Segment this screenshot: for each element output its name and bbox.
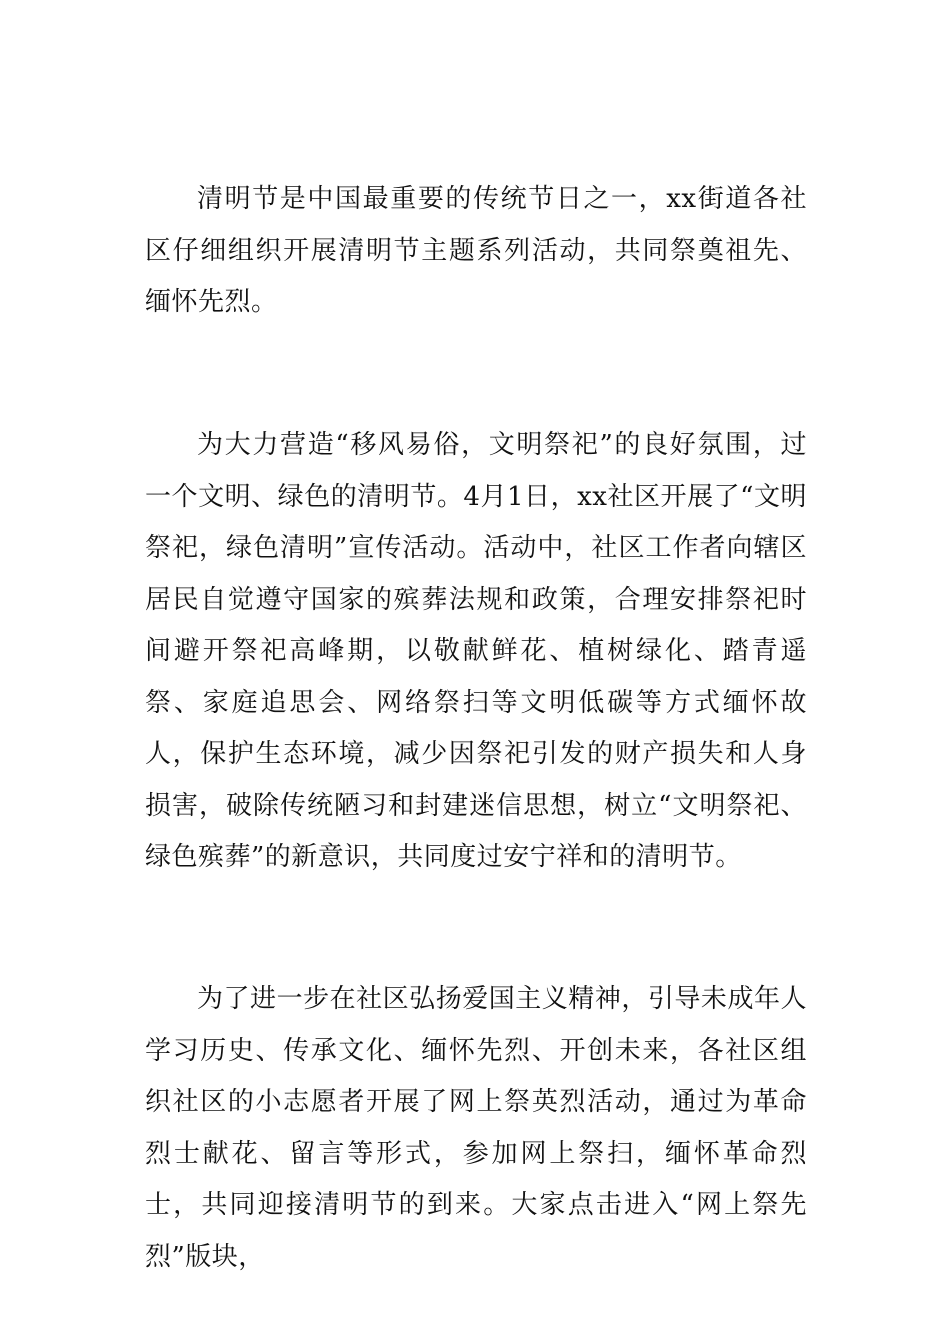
paragraph-3: 为了进一步在社区弘扬爱国主义精神，引导未成年人学习历史、传承文化、缅怀先烈、开创未来，各社区组织社区的小志愿者开展了网上祭英烈活动，通过为革命烈士献花、留言等形式，参加网上祭扫，缅怀革命烈士，共同迎接清明节的到来。大家点击进入“网上祭先烈”版块， bbox=[145, 984, 807, 1272]
paragraph-1: 清明节是中国最重要的传统节日之一，xx街道各社区仔细组织开展清明节主题系列活动，共同祭奠祖先、缅怀先烈。 bbox=[145, 184, 807, 317]
paragraph-2: 为大力营造“移风易俗，文明祭祀”的良好氛围，过一个文明、绿色的清明节。4月1日，xx社区开展了“文明祭祀，绿色清明”宣传活动。活动中，社区工作者向辖区居民自觉遵守国家的殡葬法规和政策，合理安排祭祀时间避开祭祀高峰期，以敬献鲜花、植树绿化、踏青遥祭、家庭追思会、网络祭扫等文明低碳等方式缅怀故人，保护生态环境，减少因祭祀引发的财产损失和人身损害，破除传统陋习和封建迷信思想，树立“文明祭祀、绿色殡葬”的新意识，共同度过安宁祥和的清明节。 bbox=[145, 430, 807, 872]
